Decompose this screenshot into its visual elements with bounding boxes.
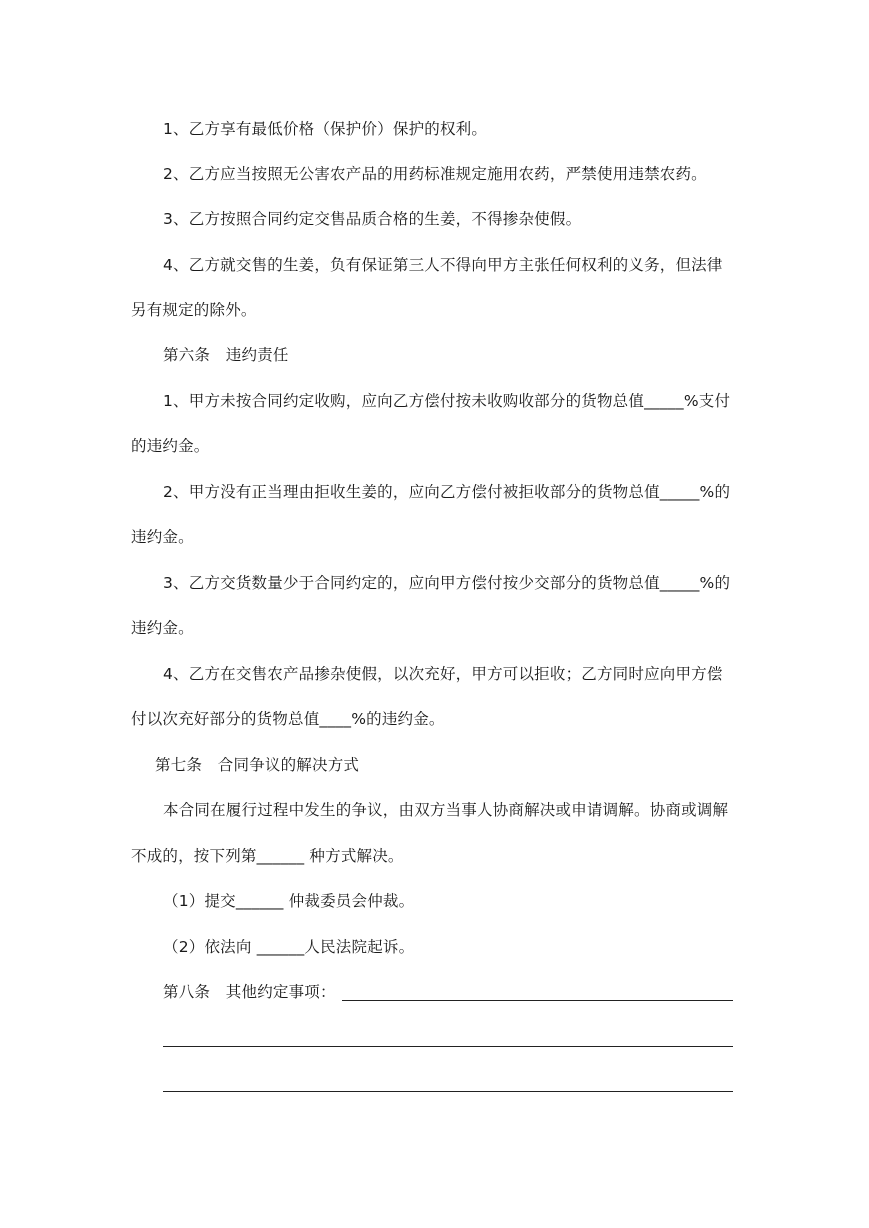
clause-5-item-1: 1、乙方享有最低价格（保护价）保护的权利。 <box>163 120 488 138</box>
clause-5-item-4-line-1: 4、乙方就交售的生姜，负有保证第三人不得向甲方主张任何权利的义务，但法律 <box>163 256 723 274</box>
clause-5-item-4-line-2: 另有规定的除外。 <box>131 301 257 319</box>
clause-7-option-2: （2）依法向 ______人民法院起诉。 <box>163 938 415 956</box>
clause-7-heading: 第七条 合同争议的解决方式 <box>155 756 360 774</box>
fill-in-line-3 <box>163 1091 733 1092</box>
clause-6-item-2-line-1: 2、甲方没有正当理由拒收生姜的，应向乙方偿付被拒收部分的货物总值_____%的 <box>163 483 731 501</box>
clause-6-item-3-line-1: 3、乙方交货数量少于合同约定的，应向甲方偿付按少交部分的货物总值_____%的 <box>163 574 731 592</box>
clause-5-item-3: 3、乙方按照合同约定交售品质合格的生姜，不得掺杂使假。 <box>163 210 582 228</box>
fill-in-line-2 <box>163 1046 733 1047</box>
clause-6-item-4-line-1: 4、乙方在交售农产品掺杂使假，以次充好，甲方可以拒收；乙方同时应向甲方偿 <box>163 665 723 683</box>
clause-7-body-line-2: 不成的，按下列第______ 种方式解决。 <box>131 847 404 865</box>
clause-5-item-2: 2、乙方应当按照无公害农产品的用药标准规定施用农药，严禁使用违禁农药。 <box>163 165 707 183</box>
clause-6-item-2-line-2: 违约金。 <box>131 528 194 546</box>
clause-6-item-3-line-2: 违约金。 <box>131 619 194 637</box>
clause-6-item-1-line-2: 的违约金。 <box>131 437 210 455</box>
clause-6-heading: 第六条 违约责任 <box>163 346 289 364</box>
clause-8-heading: 第八条 其他约定事项： <box>163 983 336 1001</box>
clause-6-item-4-line-2: 付以次充好部分的货物总值____%的违约金。 <box>131 710 445 728</box>
clause-7-body-line-1: 本合同在履行过程中发生的争议，由双方当事人协商解决或申请调解。协商或调解 <box>163 801 729 819</box>
clause-6-item-1-line-1: 1、甲方未按合同约定收购，应向乙方偿付按未收购收部分的货物总值_____%支付 <box>163 392 731 410</box>
clause-7-option-1: （1）提交______ 仲裁委员会仲裁。 <box>163 892 415 910</box>
fill-in-line-1 <box>342 1000 733 1001</box>
